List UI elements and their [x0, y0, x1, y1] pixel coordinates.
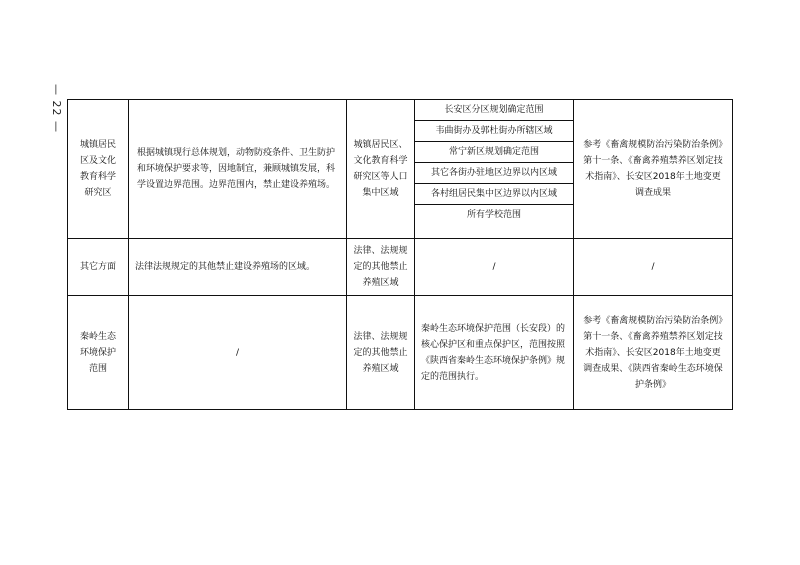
range-item: 长安区分区规划确定范围: [415, 100, 573, 121]
page-number: — 22 —: [49, 83, 63, 133]
type-cell: 城镇居民区、文化教育科学研究区等人口集中区域: [347, 100, 415, 239]
type-cell: 法律、法规规定的其他禁止养殖区域: [347, 239, 415, 296]
basis-cell: 根据城镇现行总体规划，动物防疫条件、卫生防护和环境保护要求等，因地制宜，兼顾城镇发展，科学设置边界范围。边界范围内，禁止建设养殖场。: [129, 100, 347, 239]
area-cell: 秦岭生态环境保护范围: [68, 296, 129, 410]
type-cell: 法律、法规规定的其他禁止养殖区域: [347, 296, 415, 410]
table-row: [68, 239, 733, 296]
zoning-table: [67, 99, 733, 410]
area-cell: 城镇居民区及文化教育科学研究区: [68, 100, 129, 239]
range-cell: [415, 100, 574, 239]
range-item: 其它各街办驻地区边界以内区域: [415, 163, 573, 184]
range-cell: /: [415, 239, 574, 296]
table-row: [68, 296, 733, 410]
range-list: [415, 100, 573, 225]
range-cell: 秦岭生态环境保护范围（长安段）的核心保护区和重点保护区，范围按照《陕西省秦岭生态环境保护条例》规定的范围执行。: [415, 296, 574, 410]
range-item: 韦曲街办及郭杜街办所辖区域: [415, 121, 573, 142]
reference-cell: 参考《畜禽规模防治污染防治条例》第十一条、《畜禽养殖禁养区划定技术指南》、长安区2018年土地变更调查成果、《陕西省秦岭生态环境保护条例》: [574, 296, 733, 410]
table-row: [68, 100, 733, 239]
range-item: 常宁新区规划确定范围: [415, 142, 573, 163]
basis-cell: /: [129, 296, 347, 410]
reference-cell: /: [574, 239, 733, 296]
range-item: 各村组居民集中区边界以内区域: [415, 184, 573, 205]
range-item: 所有学校范围: [466, 210, 521, 220]
basis-cell: 法律法规规定的其他禁止建设养殖场的区域。: [129, 239, 347, 296]
reference-cell: 参考《畜禽规模防治污染防治条例》第十一条、《畜禽养殖禁养区划定技术指南》、长安区2018年土地变更调查成果: [574, 100, 733, 239]
area-cell: 其它方面: [68, 239, 129, 296]
